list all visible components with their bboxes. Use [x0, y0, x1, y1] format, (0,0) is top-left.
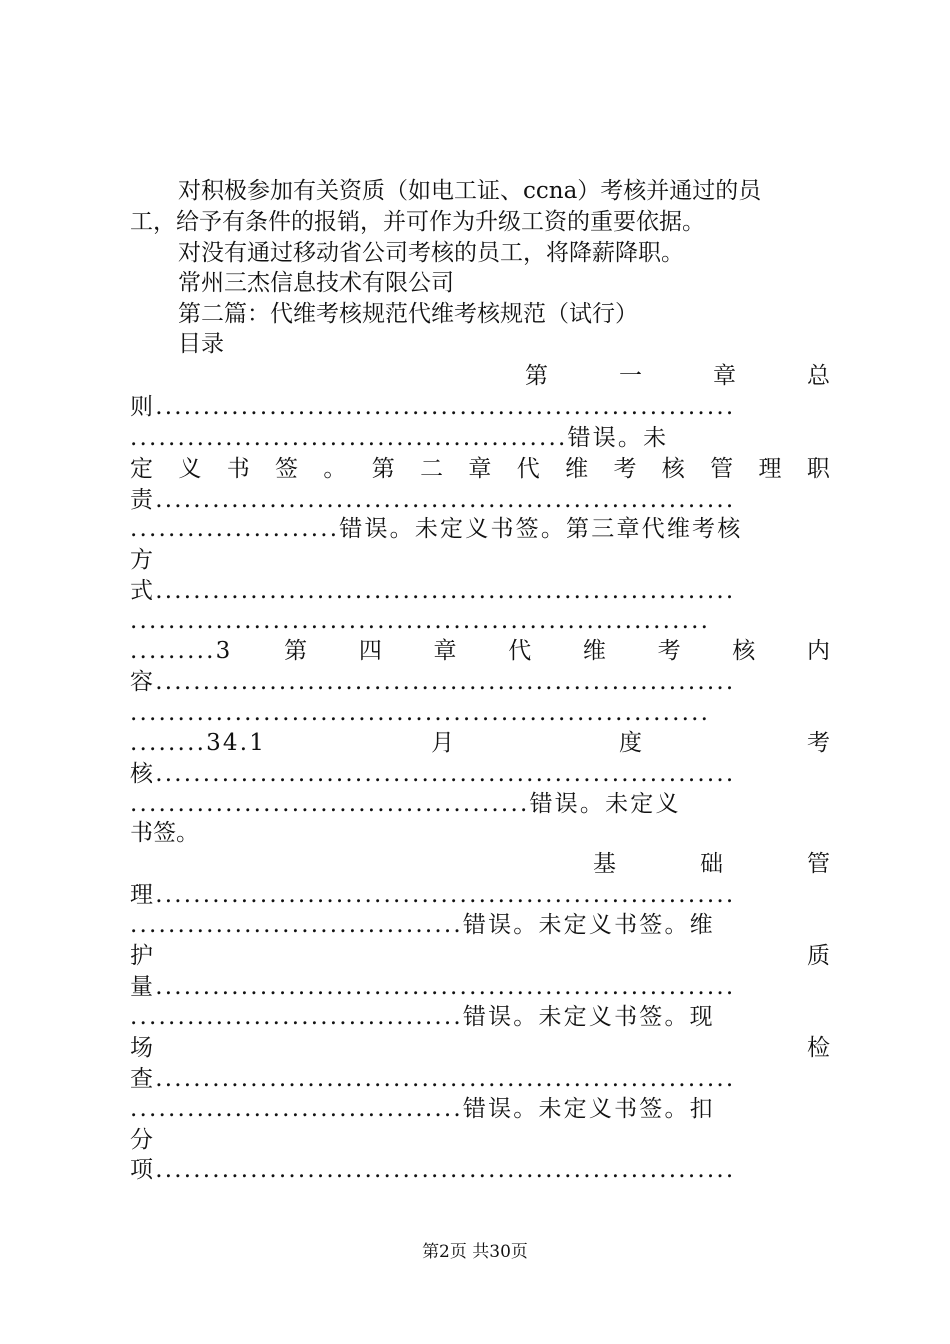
- toc-entry-maintenance-quality: [130, 941, 830, 971]
- toc-leader: 项.............................................................: [130, 1157, 736, 1183]
- toc-char: 二: [420, 456, 444, 482]
- toc-leader: ......................错误。未定义书签。第三章代维考核: [130, 516, 743, 542]
- toc-char: 义: [178, 456, 202, 482]
- toc-char: 础: [700, 851, 723, 877]
- paragraph: 对没有通过移动省公司考核的员工，将降薪降职。: [178, 240, 684, 266]
- toc-entry-basic-management: [593, 849, 830, 879]
- toc-char: 第: [371, 456, 395, 482]
- toc-char: 书: [226, 456, 250, 482]
- toc-entry-chapter-4: [130, 636, 830, 666]
- toc-leader: 责.............................................................: [130, 487, 736, 513]
- toc-leader: .............................................................: [130, 700, 711, 726]
- toc-leader: .............................................................: [130, 608, 711, 634]
- toc-text: 方: [130, 547, 153, 573]
- toc-char: 核: [661, 456, 685, 482]
- toc-char: 维: [565, 456, 589, 482]
- company-name: 常州三杰信息技术有限公司: [178, 270, 454, 296]
- toc-leader: 式.............................................................: [130, 578, 736, 604]
- toc-char: 第: [525, 363, 548, 389]
- toc-char: 定: [130, 456, 153, 482]
- toc-char: 职: [806, 456, 830, 482]
- toc-char: 第: [284, 638, 308, 664]
- toc-char: 考: [806, 730, 830, 756]
- toc-entry-section-4-1: [130, 728, 830, 758]
- toc-char: 核: [732, 638, 756, 664]
- paragraph-line: 对积极参加有关资质（如电工证、ccna）考核并通过的员: [178, 178, 762, 204]
- toc-char: 代: [516, 456, 540, 482]
- toc-text: 书签。: [130, 820, 199, 846]
- toc-entry-onsite-inspection: [130, 1033, 830, 1063]
- section-title: 第二篇：代维考核规范代维考核规范（试行）: [178, 301, 638, 327]
- toc-char: 总: [807, 363, 830, 389]
- toc-char: 管: [807, 851, 830, 877]
- paragraph-line: 工，给予有条件的报销，并可作为升级工资的重要依据。: [130, 209, 705, 235]
- toc-char: 管: [710, 456, 734, 482]
- toc-leader: ..........................................错误。未定义: [130, 791, 681, 817]
- toc-leader: ..............................................错误。未: [130, 425, 669, 451]
- toc-char: 月: [431, 730, 455, 756]
- toc-leader: 查.............................................................: [130, 1066, 736, 1092]
- toc-char: 一: [619, 363, 642, 389]
- toc-char: 理: [758, 456, 782, 482]
- toc-char: 维: [582, 638, 606, 664]
- toc-heading: 目录: [178, 331, 224, 357]
- toc-char: 签: [275, 456, 299, 482]
- toc-char: 质: [807, 943, 830, 969]
- toc-leader: 容.............................................................: [130, 669, 736, 695]
- page-footer: 第2页 共30页: [422, 1242, 528, 1262]
- toc-char: 基: [593, 851, 616, 877]
- toc-char: 度: [619, 730, 643, 756]
- toc-leader: ...................................错误。未定义书签。现: [130, 1004, 715, 1030]
- toc-char: 考: [613, 456, 637, 482]
- toc-page-number: ........34.1: [130, 730, 267, 756]
- toc-char: 四: [358, 638, 382, 664]
- toc-char: 章: [713, 363, 736, 389]
- toc-leader: 理.............................................................: [130, 882, 736, 908]
- toc-leader: ...................................错误。未定义书签。维: [130, 912, 715, 938]
- toc-char: 内: [806, 638, 830, 664]
- toc-leader: 量.............................................................: [130, 974, 736, 1000]
- toc-entry-chapter-1: [525, 361, 830, 391]
- toc-text: 分: [130, 1127, 153, 1153]
- toc-char: 考: [657, 638, 681, 664]
- toc-char: 章: [468, 456, 492, 482]
- toc-char: 场: [130, 1035, 153, 1061]
- toc-leader: 核.............................................................: [130, 761, 736, 787]
- toc-leader: 则.............................................................: [130, 394, 736, 420]
- toc-char: 代: [508, 638, 532, 664]
- toc-char: 。: [323, 456, 347, 482]
- toc-char: 检: [807, 1035, 830, 1061]
- toc-page-number: .........3: [130, 638, 233, 664]
- toc-entry-chapter-2: [130, 454, 830, 484]
- toc-char: 章: [433, 638, 457, 664]
- toc-leader: ...................................错误。未定义书签。扣: [130, 1096, 715, 1122]
- toc-char: 护: [130, 943, 153, 969]
